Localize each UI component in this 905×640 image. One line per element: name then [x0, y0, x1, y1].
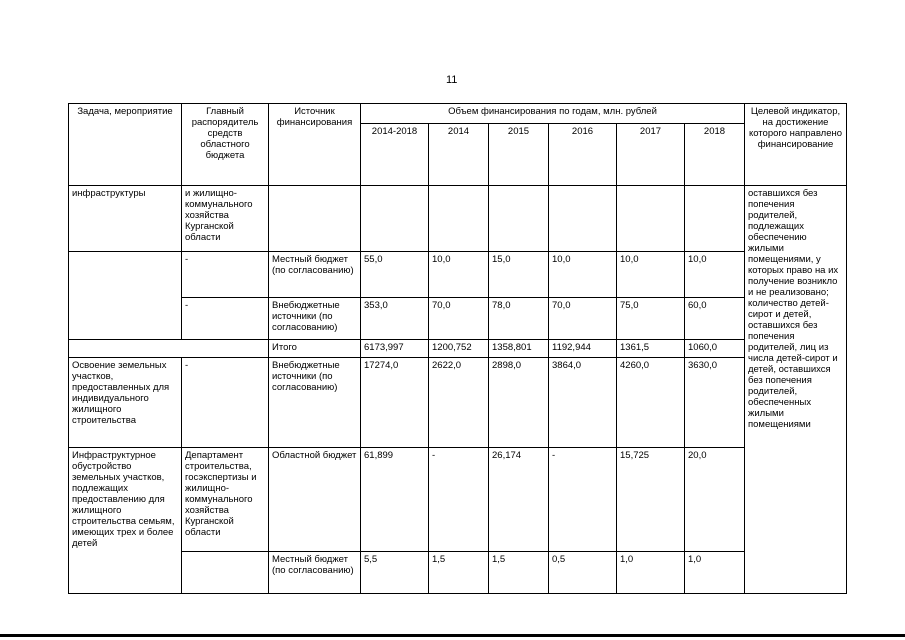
- value-cell: 0,5: [549, 552, 617, 594]
- manager-cell: [182, 552, 269, 594]
- value-cell: [361, 186, 429, 252]
- value-cell: 61,899: [361, 448, 429, 552]
- header-year: 2014: [429, 124, 489, 186]
- source-cell: [269, 186, 361, 252]
- header-year: 2017: [617, 124, 685, 186]
- value-cell: 26,174: [489, 448, 549, 552]
- value-cell: 75,0: [617, 298, 685, 340]
- source-cell: Областной бюджет: [269, 448, 361, 552]
- page-number: 11: [446, 74, 458, 86]
- value-cell: 5,5: [361, 552, 429, 594]
- header-task: Задача, мероприятие: [69, 104, 182, 186]
- value-cell: 17274,0: [361, 358, 429, 448]
- task-cell: Инфраструктурное обустройство земельных участков, подлежащих предоставлению для жилищного строительства семьям, имеющих трех и более детей: [69, 448, 182, 594]
- value-cell: [429, 186, 489, 252]
- value-cell: 353,0: [361, 298, 429, 340]
- total-value: 1361,5: [617, 340, 685, 358]
- value-cell: 70,0: [549, 298, 617, 340]
- header-year: 2018: [685, 124, 745, 186]
- value-cell: 2622,0: [429, 358, 489, 448]
- value-cell: 1,0: [617, 552, 685, 594]
- value-cell: 15,0: [489, 252, 549, 298]
- financing-table: [68, 103, 847, 594]
- task-cell: Освоение земельных участков, предоставленных для индивидуального жилищного строительства: [69, 358, 182, 448]
- value-cell: 1,0: [685, 552, 745, 594]
- header-manager: Главный распорядитель средств областного бюджета: [182, 104, 269, 186]
- source-cell: Внебюджетные источники (по согласованию): [269, 358, 361, 448]
- value-cell: [549, 186, 617, 252]
- value-cell: 55,0: [361, 252, 429, 298]
- header-funding: Объем финансирования по годам, млн. рублей: [361, 104, 745, 124]
- value-cell: 2898,0: [489, 358, 549, 448]
- header-indicator: Целевой индикатор, на достижение которого направлено финансирование: [745, 104, 847, 186]
- manager-cell: -: [182, 252, 269, 298]
- source-cell: Внебюджетные источники (по согласованию): [269, 298, 361, 340]
- value-cell: 78,0: [489, 298, 549, 340]
- value-cell: 70,0: [429, 298, 489, 340]
- manager-cell: Департамент строительства, госэкспертизы и жилищно-коммунального хозяйства Курганской области: [182, 448, 269, 552]
- manager-cell: и жилищно-коммунального хозяйства Курганской области: [182, 186, 269, 252]
- source-cell: Местный бюджет (по согласованию): [269, 552, 361, 594]
- total-empty-cell: [69, 340, 269, 358]
- value-cell: 60,0: [685, 298, 745, 340]
- value-cell: -: [549, 448, 617, 552]
- value-cell: -: [429, 448, 489, 552]
- value-cell: 1,5: [489, 552, 549, 594]
- value-cell: 10,0: [429, 252, 489, 298]
- indicator-cell: оставшихся без попечения родителей, подлежащих обеспечению жилыми помещениями, у которых право на их получение возникло и не реализовано; количество детей-сирот и детей, оставшихся без попечения родителей, лиц из числа детей-сирот и детей, оставшихся без попечения родителей, обеспеченных жилыми помещениями: [745, 186, 847, 594]
- value-cell: 4260,0: [617, 358, 685, 448]
- total-value: 1358,801: [489, 340, 549, 358]
- value-cell: [685, 186, 745, 252]
- value-cell: 1,5: [429, 552, 489, 594]
- page-bottom-rule: [0, 634, 905, 637]
- task-cell: инфраструктуры: [69, 186, 182, 252]
- header-year: 2015: [489, 124, 549, 186]
- value-cell: 15,725: [617, 448, 685, 552]
- manager-cell: -: [182, 298, 269, 340]
- manager-cell: -: [182, 358, 269, 448]
- value-cell: 10,0: [549, 252, 617, 298]
- total-value: 1200,752: [429, 340, 489, 358]
- header-year: 2014-2018: [361, 124, 429, 186]
- value-cell: 10,0: [617, 252, 685, 298]
- value-cell: 20,0: [685, 448, 745, 552]
- total-label: Итого: [269, 340, 361, 358]
- total-value: 6173,997: [361, 340, 429, 358]
- value-cell: 3630,0: [685, 358, 745, 448]
- value-cell: [489, 186, 549, 252]
- task-cell: [69, 252, 182, 340]
- total-value: 1192,944: [549, 340, 617, 358]
- value-cell: [617, 186, 685, 252]
- header-source: Источник финансирования: [269, 104, 361, 186]
- total-value: 1060,0: [685, 340, 745, 358]
- value-cell: 3864,0: [549, 358, 617, 448]
- source-cell: Местный бюджет (по согласованию): [269, 252, 361, 298]
- header-year: 2016: [549, 124, 617, 186]
- value-cell: 10,0: [685, 252, 745, 298]
